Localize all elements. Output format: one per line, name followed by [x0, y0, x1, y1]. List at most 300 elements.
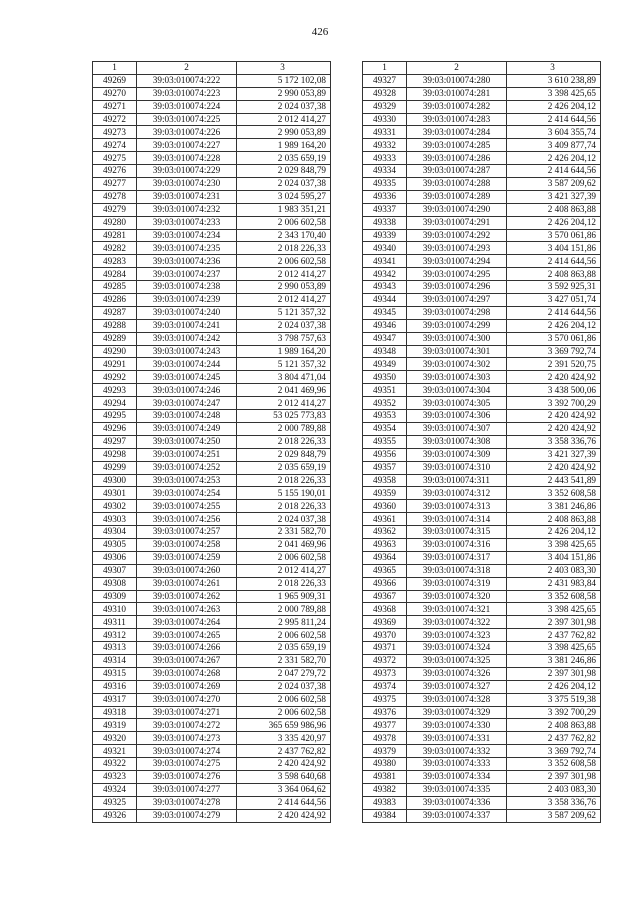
row-number-cell: 49383 [363, 796, 407, 809]
cadastral-number-cell: 39:03:010074:298 [407, 306, 507, 319]
row-number-cell: 49270 [93, 87, 137, 100]
row-number-cell: 49291 [93, 358, 137, 371]
table-row [363, 758, 601, 771]
cadastral-number-cell: 39:03:010074:321 [407, 603, 507, 616]
value-cell: 2 437 762,82 [507, 732, 601, 745]
table-header-row [93, 62, 331, 75]
table-row [363, 268, 601, 281]
table-row [363, 616, 601, 629]
row-number-cell: 49350 [363, 371, 407, 384]
table-header-row [363, 62, 601, 75]
cadastral-number-cell: 39:03:010074:236 [137, 255, 237, 268]
row-number-cell: 49337 [363, 203, 407, 216]
table-row [363, 667, 601, 680]
row-number-cell: 49334 [363, 165, 407, 178]
value-cell: 3 604 355,74 [507, 126, 601, 139]
table-row [363, 796, 601, 809]
table-row [93, 551, 331, 564]
cadastral-number-cell: 39:03:010074:233 [137, 216, 237, 229]
table-row [363, 319, 601, 332]
table-row [93, 152, 331, 165]
table-row [363, 242, 601, 255]
row-number-cell: 49319 [93, 719, 137, 732]
value-cell: 5 121 357,32 [237, 358, 331, 371]
value-cell: 3 358 336,76 [507, 796, 601, 809]
value-cell: 3 404 151,86 [507, 551, 601, 564]
row-number-cell: 49293 [93, 384, 137, 397]
value-cell: 2 420 424,92 [507, 461, 601, 474]
row-number-cell: 49292 [93, 371, 137, 384]
value-cell: 2 006 602,58 [237, 693, 331, 706]
row-number-cell: 49355 [363, 435, 407, 448]
cadastral-number-cell: 39:03:010074:251 [137, 448, 237, 461]
row-number-cell: 49370 [363, 629, 407, 642]
table-row [93, 268, 331, 281]
value-cell: 2 408 863,88 [507, 513, 601, 526]
cadastral-number-cell: 39:03:010074:315 [407, 526, 507, 539]
row-number-cell: 49273 [93, 126, 137, 139]
table-row [363, 448, 601, 461]
row-number-cell: 49347 [363, 332, 407, 345]
value-cell: 2 041 469,96 [237, 384, 331, 397]
value-cell: 2 047 279,72 [237, 667, 331, 680]
cadastral-number-cell: 39:03:010074:323 [407, 629, 507, 642]
value-cell: 2 024 037,38 [237, 319, 331, 332]
row-number-cell: 49286 [93, 294, 137, 307]
table-row [363, 113, 601, 126]
table-row [93, 796, 331, 809]
value-cell: 3 369 792,74 [507, 745, 601, 758]
cadastral-number-cell: 39:03:010074:334 [407, 770, 507, 783]
cadastral-number-cell: 39:03:010074:252 [137, 461, 237, 474]
cadastral-number-cell: 39:03:010074:253 [137, 474, 237, 487]
table-row [363, 100, 601, 113]
cadastral-number-cell: 39:03:010074:268 [137, 667, 237, 680]
cadastral-number-cell: 39:03:010074:244 [137, 358, 237, 371]
table-row [93, 590, 331, 603]
table-row [93, 783, 331, 796]
cadastral-number-cell: 39:03:010074:289 [407, 190, 507, 203]
table-row [93, 448, 331, 461]
table-row [363, 809, 601, 822]
value-cell: 2 018 226,33 [237, 577, 331, 590]
value-cell: 2 018 226,33 [237, 435, 331, 448]
cadastral-number-cell: 39:03:010074:270 [137, 693, 237, 706]
row-number-cell: 49308 [93, 577, 137, 590]
table-row [93, 422, 331, 435]
table-row [363, 629, 601, 642]
row-number-cell: 49375 [363, 693, 407, 706]
table-row [93, 74, 331, 87]
cadastral-number-cell: 39:03:010074:281 [407, 87, 507, 100]
table-row [93, 100, 331, 113]
cadastral-number-cell: 39:03:010074:297 [407, 294, 507, 307]
value-cell: 2 443 541,89 [507, 474, 601, 487]
value-cell: 2 420 424,92 [507, 422, 601, 435]
value-cell: 2 437 762,82 [507, 629, 601, 642]
cadastral-number-cell: 39:03:010074:283 [407, 113, 507, 126]
value-cell: 2 012 414,27 [237, 113, 331, 126]
registry-table-left [92, 61, 331, 823]
row-number-cell: 49285 [93, 281, 137, 294]
row-number-cell: 49301 [93, 487, 137, 500]
row-number-cell: 49281 [93, 229, 137, 242]
row-number-cell: 49330 [363, 113, 407, 126]
cadastral-number-cell: 39:03:010074:318 [407, 564, 507, 577]
cadastral-number-cell: 39:03:010074:311 [407, 474, 507, 487]
cadastral-number-cell: 39:03:010074:327 [407, 680, 507, 693]
cadastral-number-cell: 39:03:010074:329 [407, 706, 507, 719]
value-cell: 3 398 425,65 [507, 538, 601, 551]
cadastral-number-cell: 39:03:010074:224 [137, 100, 237, 113]
row-number-cell: 49357 [363, 461, 407, 474]
cadastral-number-cell: 39:03:010074:331 [407, 732, 507, 745]
row-number-cell: 49364 [363, 551, 407, 564]
table-row [93, 642, 331, 655]
row-number-cell: 49343 [363, 281, 407, 294]
value-cell: 2 035 659,19 [237, 642, 331, 655]
cadastral-number-cell: 39:03:010074:337 [407, 809, 507, 822]
value-cell: 2 391 520,75 [507, 358, 601, 371]
row-number-cell: 49327 [363, 74, 407, 87]
table-row [93, 242, 331, 255]
value-cell: 2 006 602,58 [237, 706, 331, 719]
row-number-cell: 49296 [93, 422, 137, 435]
row-number-cell: 49358 [363, 474, 407, 487]
cadastral-number-cell: 39:03:010074:300 [407, 332, 507, 345]
table-row [93, 358, 331, 371]
cadastral-number-cell: 39:03:010074:305 [407, 397, 507, 410]
cadastral-number-cell: 39:03:010074:307 [407, 422, 507, 435]
table-row [363, 139, 601, 152]
row-number-cell: 49303 [93, 513, 137, 526]
row-number-cell: 49360 [363, 500, 407, 513]
row-number-cell: 49324 [93, 783, 137, 796]
value-cell: 3 587 209,62 [507, 178, 601, 191]
row-number-cell: 49325 [93, 796, 137, 809]
table-row [363, 190, 601, 203]
table-row [363, 770, 601, 783]
cadastral-number-cell: 39:03:010074:235 [137, 242, 237, 255]
table-row [93, 345, 331, 358]
value-cell: 3 358 336,76 [507, 435, 601, 448]
row-number-cell: 49297 [93, 435, 137, 448]
cadastral-number-cell: 39:03:010074:279 [137, 809, 237, 822]
table-row [363, 306, 601, 319]
table-row [93, 667, 331, 680]
row-number-cell: 49295 [93, 410, 137, 423]
value-cell: 2 408 863,88 [507, 268, 601, 281]
value-cell: 2 029 848,79 [237, 448, 331, 461]
row-number-cell: 49366 [363, 577, 407, 590]
table-row [93, 809, 331, 822]
cadastral-number-cell: 39:03:010074:332 [407, 745, 507, 758]
value-cell: 2 408 863,88 [507, 203, 601, 216]
table-row [363, 706, 601, 719]
table-row [93, 371, 331, 384]
row-number-cell: 49348 [363, 345, 407, 358]
row-number-cell: 49371 [363, 642, 407, 655]
table-row [93, 190, 331, 203]
cadastral-number-cell: 39:03:010074:301 [407, 345, 507, 358]
value-cell: 3 352 608,58 [507, 758, 601, 771]
table-row [93, 654, 331, 667]
row-number-cell: 49314 [93, 654, 137, 667]
table-row [93, 500, 331, 513]
cadastral-number-cell: 39:03:010074:308 [407, 435, 507, 448]
cadastral-number-cell: 39:03:010074:295 [407, 268, 507, 281]
row-number-cell: 49365 [363, 564, 407, 577]
table-row [93, 577, 331, 590]
value-cell: 2 012 414,27 [237, 294, 331, 307]
cadastral-number-cell: 39:03:010074:275 [137, 758, 237, 771]
value-cell: 2 995 811,24 [237, 616, 331, 629]
table-row [363, 474, 601, 487]
value-cell: 2 024 037,38 [237, 178, 331, 191]
value-cell: 3 398 425,65 [507, 87, 601, 100]
value-cell: 3 598 640,68 [237, 770, 331, 783]
cadastral-number-cell: 39:03:010074:226 [137, 126, 237, 139]
table-row [93, 319, 331, 332]
value-cell: 2 012 414,27 [237, 564, 331, 577]
row-number-cell: 49361 [363, 513, 407, 526]
cadastral-number-cell: 39:03:010074:245 [137, 371, 237, 384]
table-row [93, 397, 331, 410]
table-row [363, 538, 601, 551]
table-row [363, 435, 601, 448]
table-row [93, 165, 331, 178]
row-number-cell: 49378 [363, 732, 407, 745]
table-row [363, 152, 601, 165]
cadastral-number-cell: 39:03:010074:250 [137, 435, 237, 448]
cadastral-number-cell: 39:03:010074:299 [407, 319, 507, 332]
value-cell: 2 426 204,12 [507, 319, 601, 332]
row-number-cell: 49278 [93, 190, 137, 203]
value-cell: 5 121 357,32 [237, 306, 331, 319]
cadastral-number-cell: 39:03:010074:232 [137, 203, 237, 216]
table-row [363, 332, 601, 345]
row-number-cell: 49284 [93, 268, 137, 281]
cadastral-number-cell: 39:03:010074:312 [407, 487, 507, 500]
row-number-cell: 49276 [93, 165, 137, 178]
table-row [363, 693, 601, 706]
table-row [93, 461, 331, 474]
cadastral-number-cell: 39:03:010074:276 [137, 770, 237, 783]
cadastral-number-cell: 39:03:010074:292 [407, 229, 507, 242]
row-number-cell: 49342 [363, 268, 407, 281]
table-row [93, 474, 331, 487]
value-cell: 2 990 053,89 [237, 126, 331, 139]
cadastral-number-cell: 39:03:010074:272 [137, 719, 237, 732]
row-number-cell: 49338 [363, 216, 407, 229]
cadastral-number-cell: 39:03:010074:228 [137, 152, 237, 165]
value-cell: 1 989 164,20 [237, 139, 331, 152]
table-row [93, 538, 331, 551]
value-cell: 3 404 151,86 [507, 242, 601, 255]
value-cell: 2 006 602,58 [237, 551, 331, 564]
row-number-cell: 49353 [363, 410, 407, 423]
registry-table-right [362, 61, 601, 823]
value-cell: 1 965 909,31 [237, 590, 331, 603]
cadastral-number-cell: 39:03:010074:259 [137, 551, 237, 564]
row-number-cell: 49269 [93, 74, 137, 87]
table-row [363, 487, 601, 500]
table-row [93, 294, 331, 307]
value-cell: 365 659 986,96 [237, 719, 331, 732]
table-row [363, 564, 601, 577]
table-row [363, 178, 601, 191]
value-cell: 2 041 469,96 [237, 538, 331, 551]
table-row [363, 294, 601, 307]
value-cell: 2 420 424,92 [507, 410, 601, 423]
value-cell: 2 414 644,56 [237, 796, 331, 809]
cadastral-number-cell: 39:03:010074:309 [407, 448, 507, 461]
value-cell: 2 006 602,58 [237, 629, 331, 642]
cadastral-number-cell: 39:03:010074:302 [407, 358, 507, 371]
row-number-cell: 49326 [93, 809, 137, 822]
cadastral-number-cell: 39:03:010074:243 [137, 345, 237, 358]
value-cell: 3 438 500,06 [507, 384, 601, 397]
table-row [363, 603, 601, 616]
table-row [93, 332, 331, 345]
table-row [363, 500, 601, 513]
value-cell: 2 000 789,88 [237, 422, 331, 435]
row-number-cell: 49289 [93, 332, 137, 345]
cadastral-number-cell: 39:03:010074:240 [137, 306, 237, 319]
cadastral-number-cell: 39:03:010074:223 [137, 87, 237, 100]
table-row [363, 513, 601, 526]
value-cell: 2 018 226,33 [237, 242, 331, 255]
cadastral-number-cell: 39:03:010074:237 [137, 268, 237, 281]
value-cell: 3 409 877,74 [507, 139, 601, 152]
value-cell: 3 375 519,38 [507, 693, 601, 706]
table-row [363, 74, 601, 87]
value-cell: 2 000 789,88 [237, 603, 331, 616]
table-row [363, 165, 601, 178]
row-number-cell: 49318 [93, 706, 137, 719]
table-row [93, 384, 331, 397]
row-number-cell: 49349 [363, 358, 407, 371]
value-cell: 3 587 209,62 [507, 809, 601, 822]
table-row [363, 410, 601, 423]
value-cell: 2 414 644,56 [507, 165, 601, 178]
value-cell: 53 025 773,83 [237, 410, 331, 423]
table-row [93, 706, 331, 719]
table-row [363, 719, 601, 732]
row-number-cell: 49321 [93, 745, 137, 758]
value-cell: 2 426 204,12 [507, 680, 601, 693]
value-cell: 2 403 083,30 [507, 564, 601, 577]
value-cell: 3 352 608,58 [507, 487, 601, 500]
value-cell: 3 592 925,31 [507, 281, 601, 294]
value-cell: 3 335 420,97 [237, 732, 331, 745]
value-cell: 2 420 424,92 [237, 758, 331, 771]
table-row [93, 229, 331, 242]
value-cell: 3 352 608,58 [507, 590, 601, 603]
row-number-cell: 49346 [363, 319, 407, 332]
table-row [93, 629, 331, 642]
row-number-cell: 49279 [93, 203, 137, 216]
value-cell: 3 610 238,89 [507, 74, 601, 87]
cadastral-number-cell: 39:03:010074:333 [407, 758, 507, 771]
value-cell: 2 420 424,92 [237, 809, 331, 822]
cadastral-number-cell: 39:03:010074:256 [137, 513, 237, 526]
row-number-cell: 49322 [93, 758, 137, 771]
table-row [93, 693, 331, 706]
column-header-1: 1 [363, 62, 407, 75]
row-number-cell: 49359 [363, 487, 407, 500]
row-number-cell: 49379 [363, 745, 407, 758]
row-number-cell: 49331 [363, 126, 407, 139]
cadastral-number-cell: 39:03:010074:257 [137, 526, 237, 539]
value-cell: 2 331 582,70 [237, 526, 331, 539]
page-number: 426 [311, 26, 329, 38]
value-cell: 2 437 762,82 [237, 745, 331, 758]
value-cell: 2 035 659,19 [237, 152, 331, 165]
cadastral-number-cell: 39:03:010074:269 [137, 680, 237, 693]
cadastral-number-cell: 39:03:010074:274 [137, 745, 237, 758]
row-number-cell: 49302 [93, 500, 137, 513]
table-row [363, 216, 601, 229]
value-cell: 2 397 301,98 [507, 616, 601, 629]
table-row [363, 397, 601, 410]
row-number-cell: 49340 [363, 242, 407, 255]
cadastral-number-cell: 39:03:010074:294 [407, 255, 507, 268]
column-header-3: 3 [237, 62, 331, 75]
table-row [363, 255, 601, 268]
table-row [363, 577, 601, 590]
table-row [363, 654, 601, 667]
cadastral-number-cell: 39:03:010074:316 [407, 538, 507, 551]
value-cell: 2 426 204,12 [507, 216, 601, 229]
cadastral-number-cell: 39:03:010074:266 [137, 642, 237, 655]
value-cell: 3 024 595,27 [237, 190, 331, 203]
cadastral-number-cell: 39:03:010074:285 [407, 139, 507, 152]
value-cell: 3 398 425,65 [507, 603, 601, 616]
cadastral-number-cell: 39:03:010074:271 [137, 706, 237, 719]
value-cell: 3 364 064,62 [237, 783, 331, 796]
row-number-cell: 49317 [93, 693, 137, 706]
row-number-cell: 49332 [363, 139, 407, 152]
row-number-cell: 49300 [93, 474, 137, 487]
table-row [363, 371, 601, 384]
table-row [93, 487, 331, 500]
value-cell: 2 426 204,12 [507, 152, 601, 165]
row-number-cell: 49282 [93, 242, 137, 255]
cadastral-number-cell: 39:03:010074:227 [137, 139, 237, 152]
row-number-cell: 49275 [93, 152, 137, 165]
table-row [93, 216, 331, 229]
row-number-cell: 49298 [93, 448, 137, 461]
cadastral-number-cell: 39:03:010074:326 [407, 667, 507, 680]
value-cell: 2 012 414,27 [237, 397, 331, 410]
table-row [93, 564, 331, 577]
table-row [363, 732, 601, 745]
cadastral-number-cell: 39:03:010074:317 [407, 551, 507, 564]
value-cell: 2 420 424,92 [507, 371, 601, 384]
table-row [363, 384, 601, 397]
value-cell: 2 024 037,38 [237, 100, 331, 113]
row-number-cell: 49352 [363, 397, 407, 410]
table-row [93, 126, 331, 139]
table-row [93, 745, 331, 758]
table-row [93, 255, 331, 268]
value-cell: 2 414 644,56 [507, 255, 601, 268]
value-cell: 2 431 983,84 [507, 577, 601, 590]
cadastral-number-cell: 39:03:010074:277 [137, 783, 237, 796]
cadastral-number-cell: 39:03:010074:230 [137, 178, 237, 191]
row-number-cell: 49362 [363, 526, 407, 539]
